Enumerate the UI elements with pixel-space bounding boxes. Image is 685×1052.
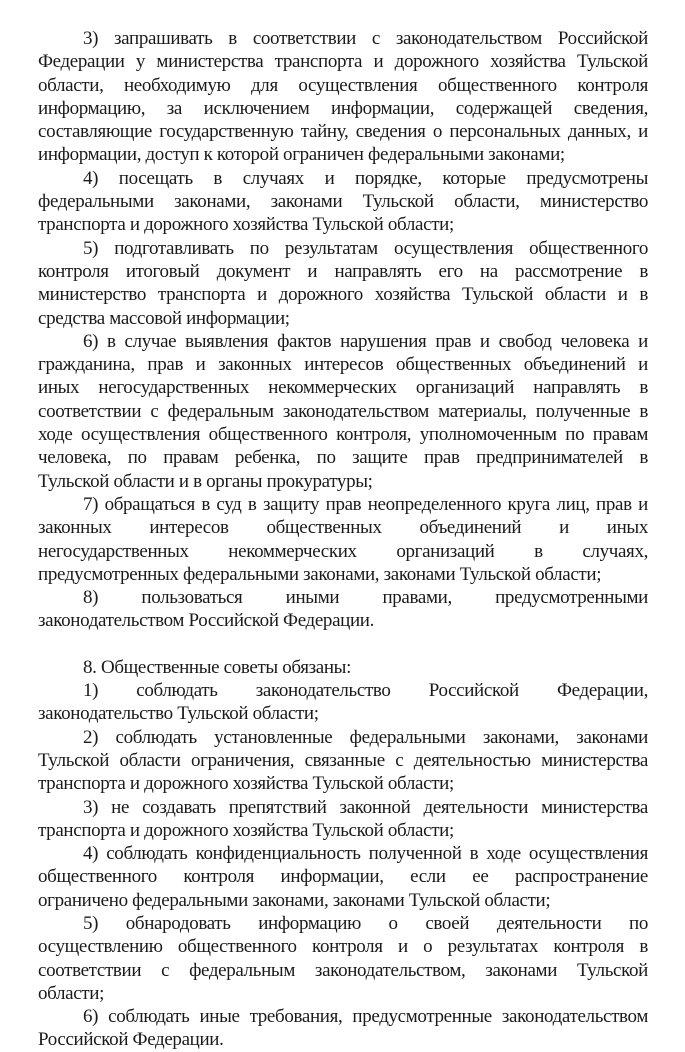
list-item	[38, 586, 648, 633]
list-item	[38, 493, 648, 586]
list-item	[38, 912, 648, 1005]
text-line: 3) запрашивать в соответствии с законодательством Российской	[83, 28, 648, 49]
list-item	[38, 726, 648, 796]
list-item	[38, 1005, 648, 1052]
text-line: информации, доступ к которой ограничен федеральными законами;	[38, 144, 565, 166]
text-line: соответствии с федеральным законодательством, законами Тульской	[38, 959, 648, 981]
text-line: ходе осуществления общественного контроля, уполномоченным по правам	[38, 424, 648, 446]
text-line: 8) пользоваться иными правами, предусмотренными	[83, 587, 648, 609]
text-line: 1) соблюдать законодательство Российской Федерации,	[83, 680, 648, 702]
obligations-list	[38, 679, 648, 1052]
text-line: области;	[38, 982, 104, 1004]
text-line: ограничено федеральными законами, законами Тульской области;	[38, 889, 551, 911]
text-line: контроля итоговый документ и направлять его на рассмотрение в	[38, 260, 648, 282]
text-line: осуществлению общественного контроля и о результатах контроля в	[38, 936, 648, 958]
list-item	[38, 27, 648, 167]
text-line: министерство транспорта и дорожного хозяйства Тульской области и в	[38, 284, 648, 306]
rights-list	[38, 27, 648, 633]
text-line: Федерации у министерства транспорта и дорожного хозяйства Тульской	[38, 51, 648, 73]
text-line: 4) посещать в случаях и порядке, которые предусмотрены	[83, 167, 648, 189]
list-item	[38, 679, 648, 726]
text-line: составляющие государственную тайну, сведения о персональных данных, и	[38, 121, 648, 143]
text-line: 3) не создавать препятствий законной деятельности министерства	[83, 796, 648, 818]
text-line: транспорта и дорожного хозяйства Тульской области;	[38, 214, 454, 236]
text-line: Тульской области ограничения, связанные с деятельностью министерства	[38, 749, 648, 771]
text-line: законодательство Тульской области;	[38, 703, 319, 725]
text-line: 2) соблюдать установленные федеральными законами, законами	[83, 726, 648, 748]
text-line: информацию, за исключением информации, содержащей сведения,	[38, 97, 648, 119]
text-line: средства массовой информации;	[38, 307, 290, 329]
text-line: 5) обнародовать информацию о своей деятельности по	[83, 912, 648, 934]
section-heading: 8. Общественные советы обязаны:	[83, 656, 352, 678]
text-line: Российской Федерации.	[38, 1029, 224, 1051]
text-line: общественного контроля информации, если ее распространение	[38, 866, 648, 888]
list-item	[38, 167, 648, 237]
text-line: законных интересов общественных объединений и иных	[38, 517, 648, 539]
text-line: транспорта и дорожного хозяйства Тульской области;	[38, 773, 454, 795]
list-item	[38, 330, 648, 493]
text-line: федеральными законами, законами Тульской области, министерство	[38, 191, 648, 213]
text-line: предусмотренных федеральными законами, законами Тульской области;	[38, 563, 602, 585]
section-gap	[38, 633, 648, 656]
text-line: Тульской области и в органы прокуратуры;	[38, 470, 373, 492]
text-line: гражданина, прав и законных интересов общественных объединений и	[38, 354, 648, 376]
text-line: 6) в случае выявления фактов нарушения прав и свобод человека и	[83, 330, 648, 352]
text-line: области, необходимую для осуществления общественного контроля	[38, 74, 648, 96]
list-item	[38, 237, 648, 330]
text-line: человека, по правам ребенка, по защите прав предпринимателей в	[38, 447, 648, 469]
list-item	[38, 796, 648, 843]
text-line: 5) подготавливать по результатам осуществления общественного	[83, 237, 648, 259]
text-line: иных негосударственных некоммерческих организаций направлять в	[38, 377, 648, 399]
list-item	[38, 842, 648, 912]
text-line: 4) соблюдать конфиденциальность полученной в ходе осуществления	[83, 843, 648, 865]
text-line: транспорта и дорожного хозяйства Тульской области;	[38, 819, 454, 841]
text-line: законодательством Российской Федерации.	[38, 610, 375, 632]
text-line: соответствии с федеральным законодательством материалы, полученные в	[38, 400, 648, 422]
document-page	[38, 27, 648, 1052]
text-line: 6) соблюдать иные требования, предусмотренные законодательством	[83, 1006, 648, 1028]
text-line: негосударственных некоммерческих организаций в случаях,	[38, 540, 648, 562]
text-line: 7) обращаться в суд в защиту прав неопределенного круга лиц, прав и	[83, 493, 648, 515]
